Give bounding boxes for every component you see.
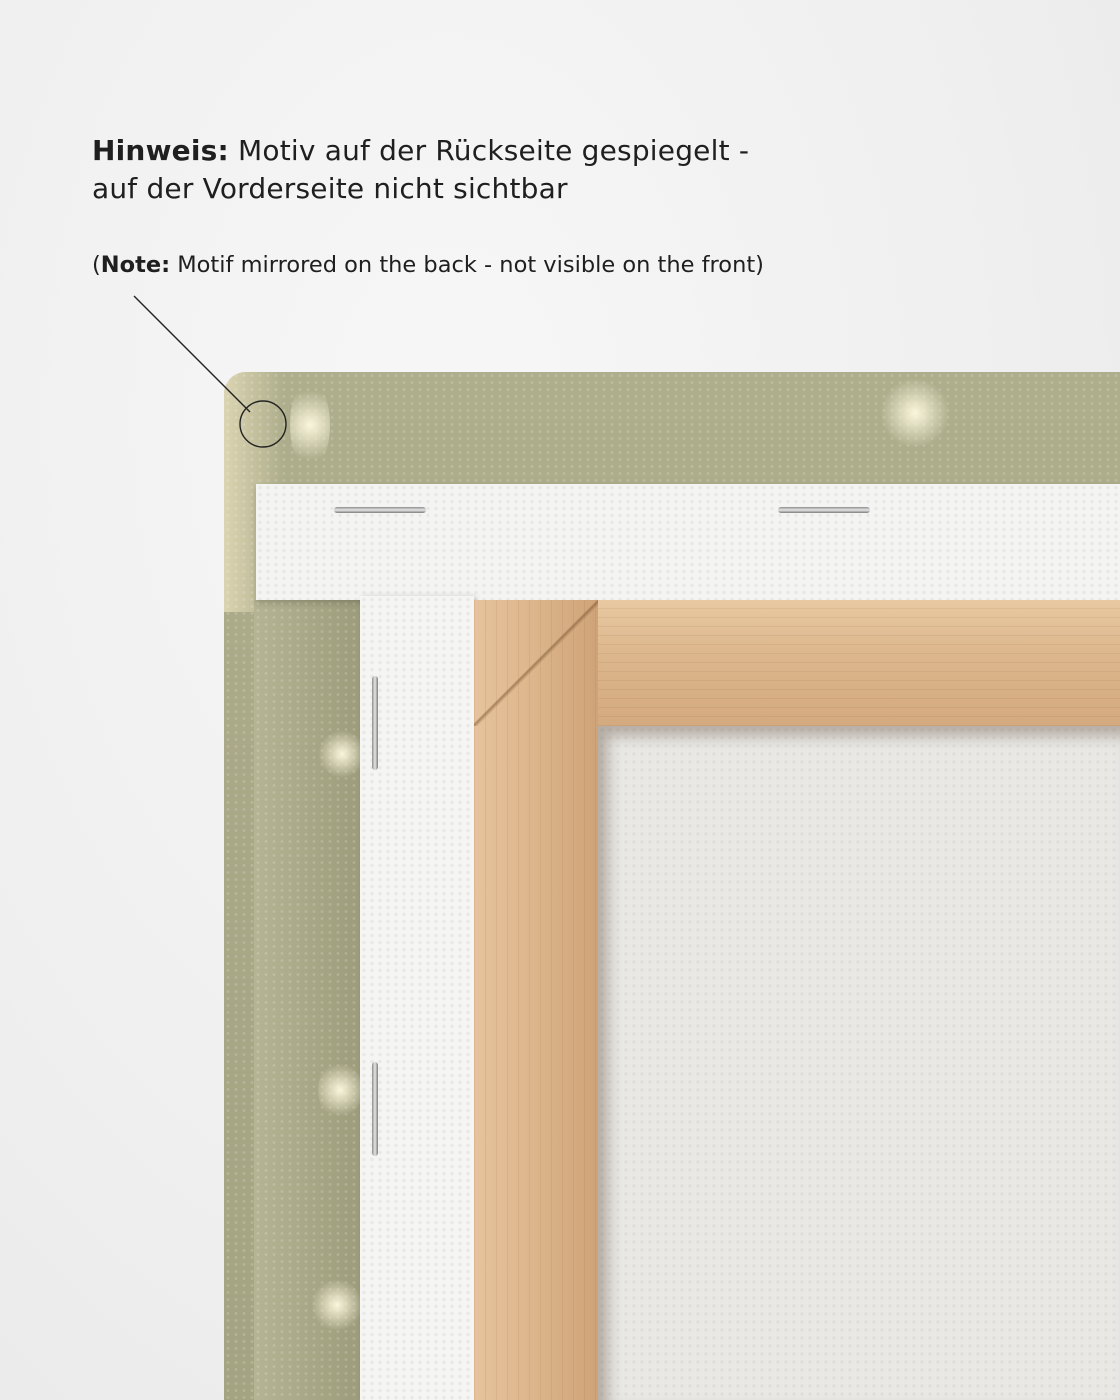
- german-note-label: Hinweis:: [92, 134, 229, 167]
- german-note-line2: auf der Vorderseite nicht sichtbar: [92, 172, 568, 205]
- english-note-open: (: [92, 252, 101, 278]
- english-note-label: Note:: [100, 252, 171, 278]
- callout-line: [134, 296, 250, 412]
- callout-circle: [240, 401, 286, 447]
- german-note-line1: Motiv auf der Rückseite gespiegelt -: [238, 134, 750, 167]
- english-note-text: Motif mirrored on the back - not visible on the front): [177, 252, 764, 278]
